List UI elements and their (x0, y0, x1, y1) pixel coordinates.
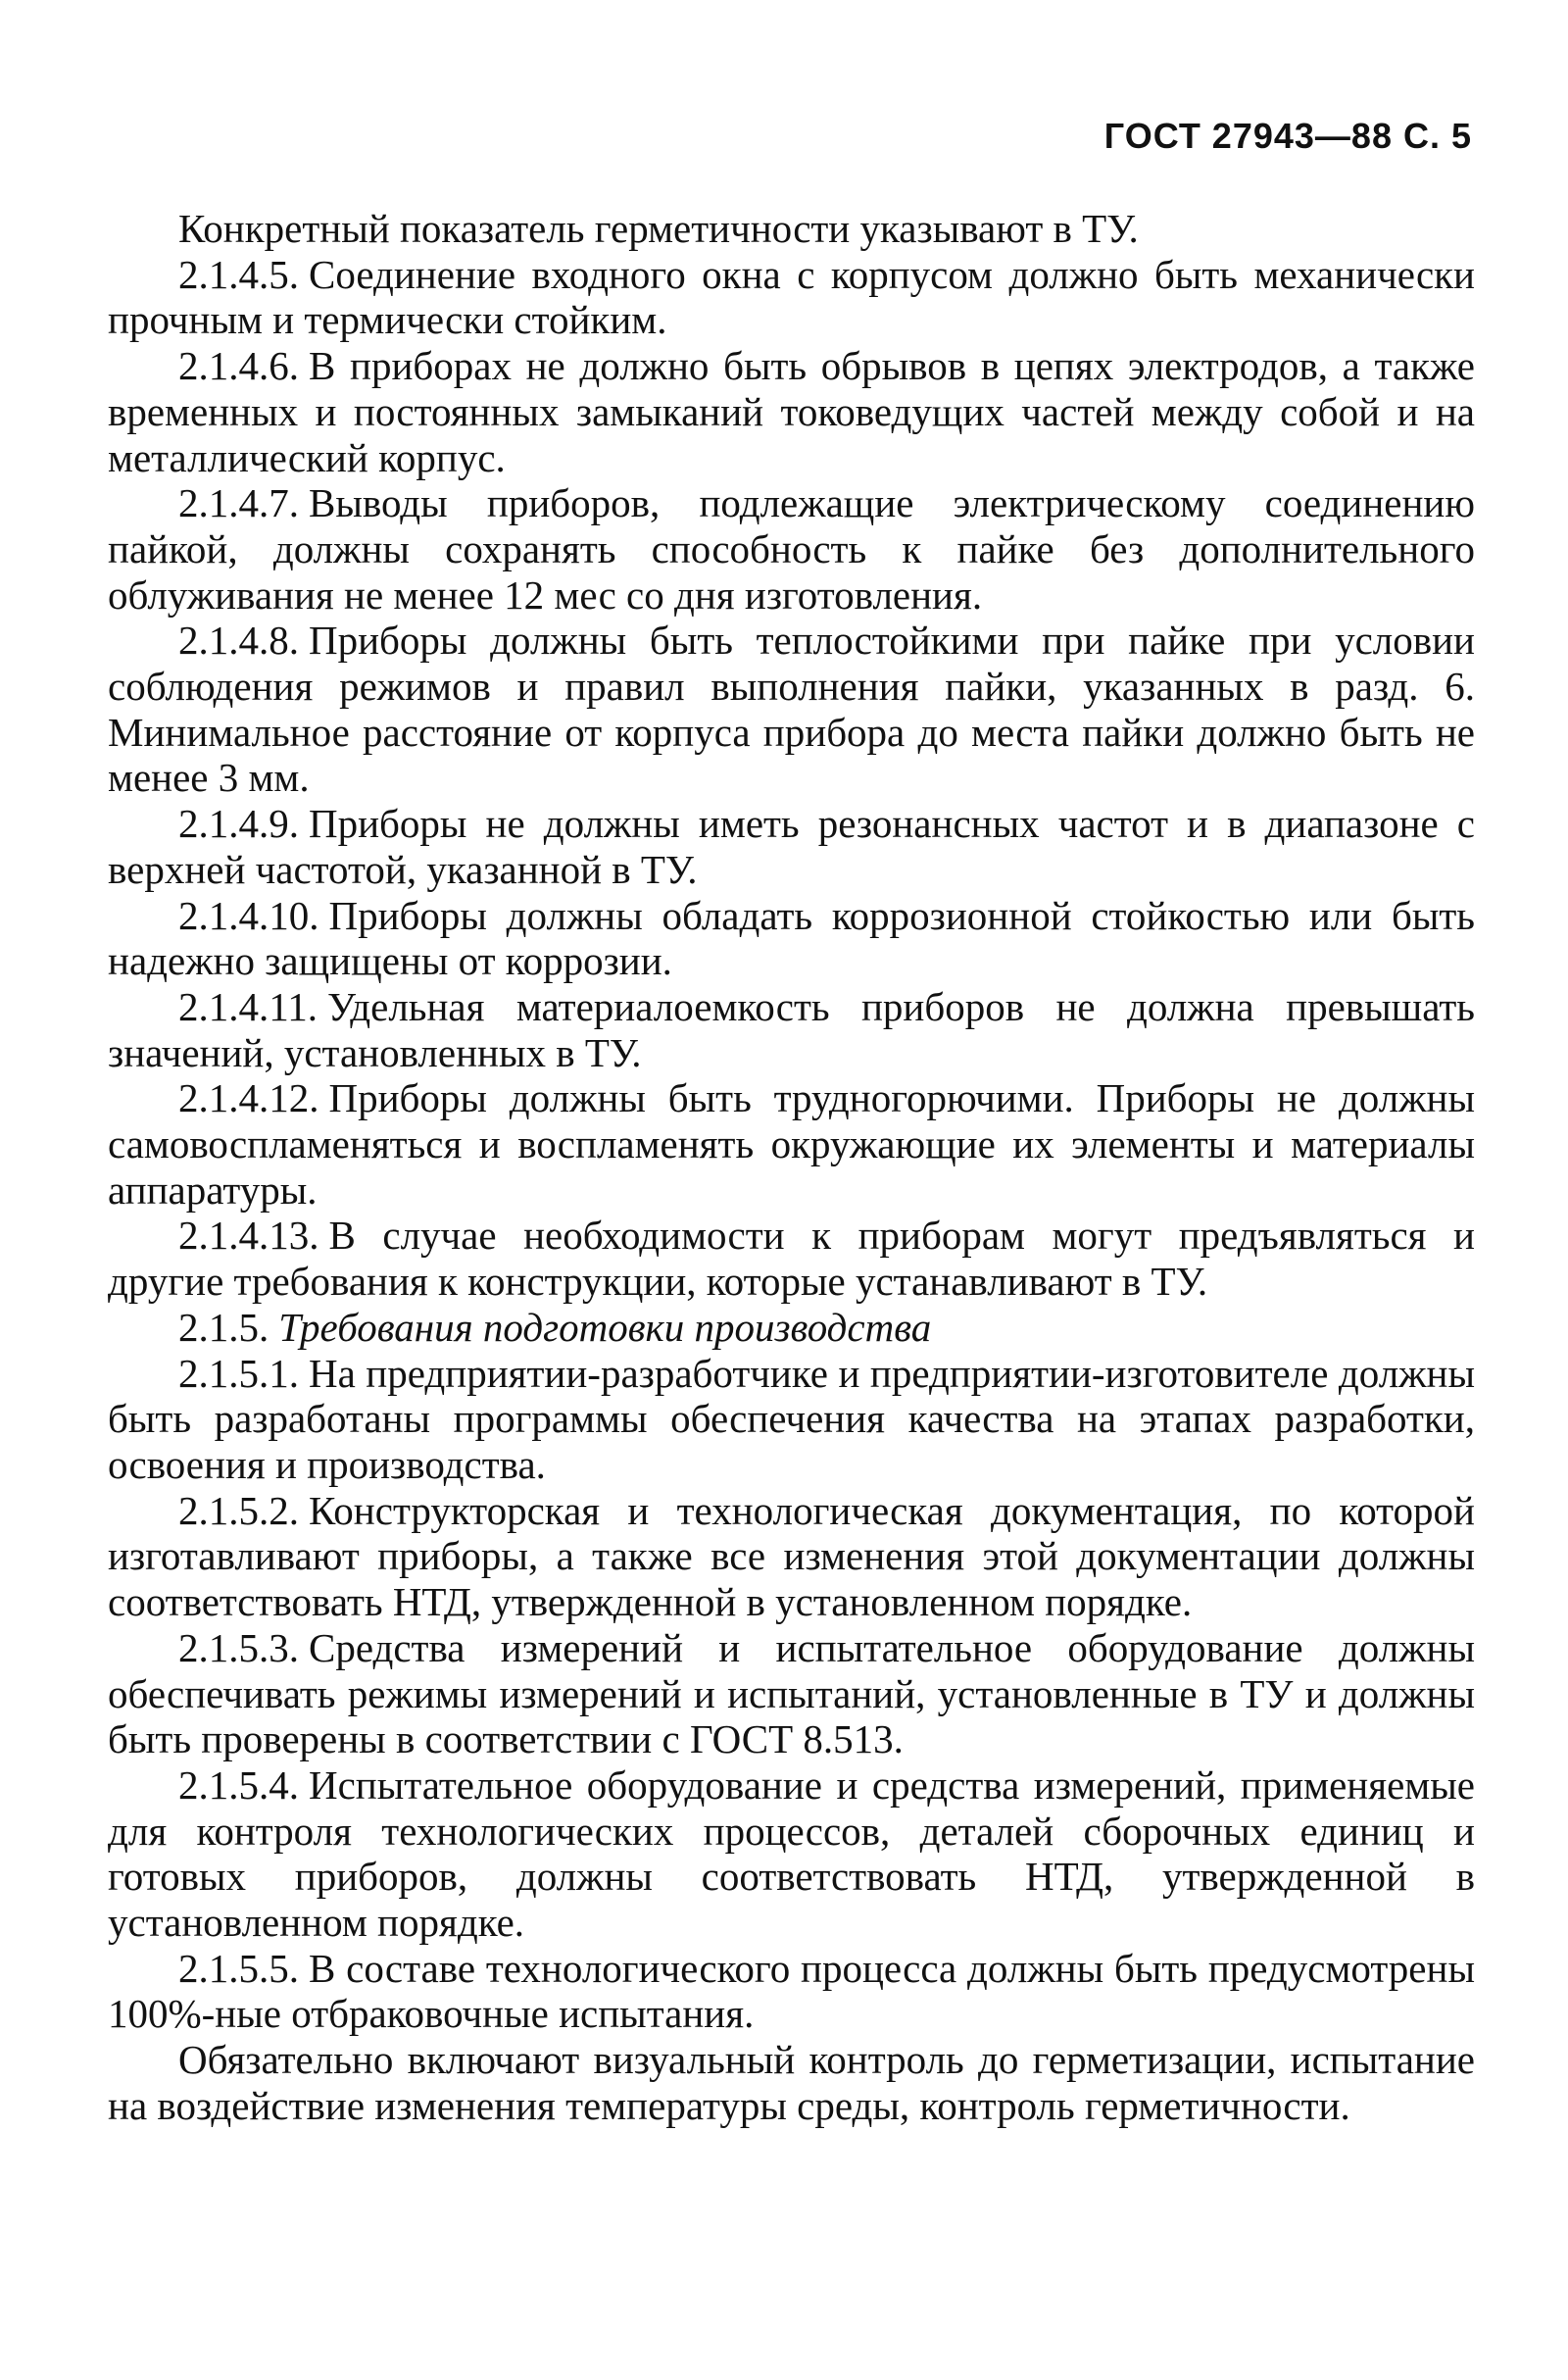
clause-number: 2.1.4.10. (178, 892, 319, 938)
clause-number: 2.1.4.13. (178, 1213, 319, 1259)
clause-number: 2.1.4.9. (178, 801, 299, 847)
paragraph-text: Приборы должны быть теплостойкими при пайке при условии соблюдения режимов и правил выполнения пайки, указанных в разд. 6. Минимальное расстояние от корпуса прибора до места пайки должно быть не менее 3 мм. (108, 618, 1475, 801)
clause-number: 2.1.4.6. (178, 343, 299, 389)
paragraph-text: Испытательное оборудование и средства измерений, применяемые для контроля технологических процессов, деталей сборочных единиц и готовых приборов, должны соответствовать НТД, утвержденной в установленном порядке. (108, 1761, 1475, 1946)
section-heading-text: Требования подготовки производства (278, 1304, 932, 1350)
paragraph-text: В составе технологического процесса должны быть предусмотрены 100%-ные отбраковочные испытания. (108, 1945, 1475, 2037)
paragraph (108, 893, 1475, 984)
paragraph (108, 252, 1475, 343)
paragraph (108, 1075, 1475, 1213)
paragraph (108, 1351, 1475, 1488)
section-heading (108, 1305, 1475, 1351)
page-header: ГОСТ 27943—88 С. 5 (1103, 116, 1472, 156)
paragraph (108, 1488, 1475, 1625)
clause-number: 2.1.5. (178, 1304, 270, 1350)
paragraph (108, 1213, 1475, 1304)
paragraph-text: Конструкторская и технологическая документация, по которой изготавливают приборы, а также все изменения этой документации должны соответствовать НТД, утвержденной в установленном порядке. (108, 1487, 1475, 1625)
clause-number: 2.1.4.8. (178, 618, 299, 664)
clause-number: 2.1.5.4. (178, 1761, 299, 1808)
clause-number: 2.1.4.11. (178, 983, 318, 1029)
paragraph-text: Приборы должны быть трудногорючими. Приборы не должны самовоспламеняться и воспламенять окружающие их элементы и материалы аппаратуры. (108, 1075, 1475, 1213)
clause-number: 2.1.5.5. (178, 1945, 299, 1991)
paragraph-text: В случае необходимости к приборам могут предъявляться и другие требования к конструкции, которые устанавливают в ТУ. (108, 1213, 1475, 1305)
paragraph (108, 801, 1475, 892)
paragraph (108, 1625, 1475, 1762)
paragraph (108, 206, 1475, 252)
paragraph-text: На предприятии-разработчике и предприятии-изготовителе должны быть разработаны программы обеспечения качества на этапах разработки, освоения и производства. (108, 1350, 1475, 1487)
clause-number: 2.1.5.3. (178, 1624, 299, 1670)
paragraph (108, 2037, 1475, 2128)
document-body (108, 206, 1475, 2129)
paragraph (108, 343, 1475, 480)
clause-number: 2.1.4.12. (178, 1075, 319, 1121)
paragraph-text: Средства измерений и испытательное оборудование должны обеспечивать режимы измерений и испытаний, установленные в ТУ и должны быть проверены в соответствии с ГОСТ 8.513. (108, 1624, 1475, 1762)
paragraph-text: Соединение входного окна с корпусом должно быть механически прочным и термически стойким. (108, 251, 1475, 343)
paragraph-text: Приборы не должны иметь резонансных частот и в диапазоне с верхней частотой, указанной в ТУ. (108, 801, 1475, 892)
paragraph-text: Приборы должны обладать коррозионной стойкостью или быть надежно защищены от коррозии. (108, 892, 1475, 984)
clause-number: 2.1.4.5. (178, 251, 299, 297)
paragraph-text: Конкретный показатель герметичности указывают в ТУ. (178, 206, 1139, 251)
paragraph (108, 618, 1475, 801)
clause-number: 2.1.4.7. (178, 480, 299, 526)
paragraph (108, 480, 1475, 618)
paragraph (108, 984, 1475, 1075)
paragraph (108, 1762, 1475, 1946)
paragraph-text: Удельная материалоемкость приборов не должна превышать значений, установленных в ТУ. (108, 983, 1475, 1075)
clause-number: 2.1.5.2. (178, 1487, 299, 1533)
paragraph (108, 1946, 1475, 2037)
paragraph-text: Выводы приборов, подлежащие электрическому соединению пайкой, должны сохранять способность к пайке без дополнительного облуживания не менее 12 мес со дня изготовления. (108, 480, 1475, 618)
paragraph-text: В приборах не должно быть обрывов в цепях электродов, а также временных и постоянных замыканий токоведущих частей между собой и на металлический корпус. (108, 343, 1475, 480)
clause-number: 2.1.5.1. (178, 1350, 299, 1396)
paragraph-text: Обязательно включают визуальный контроль до герметизации, испытание на воздействие изменения температуры среды, контроль герметичности. (108, 2037, 1475, 2128)
